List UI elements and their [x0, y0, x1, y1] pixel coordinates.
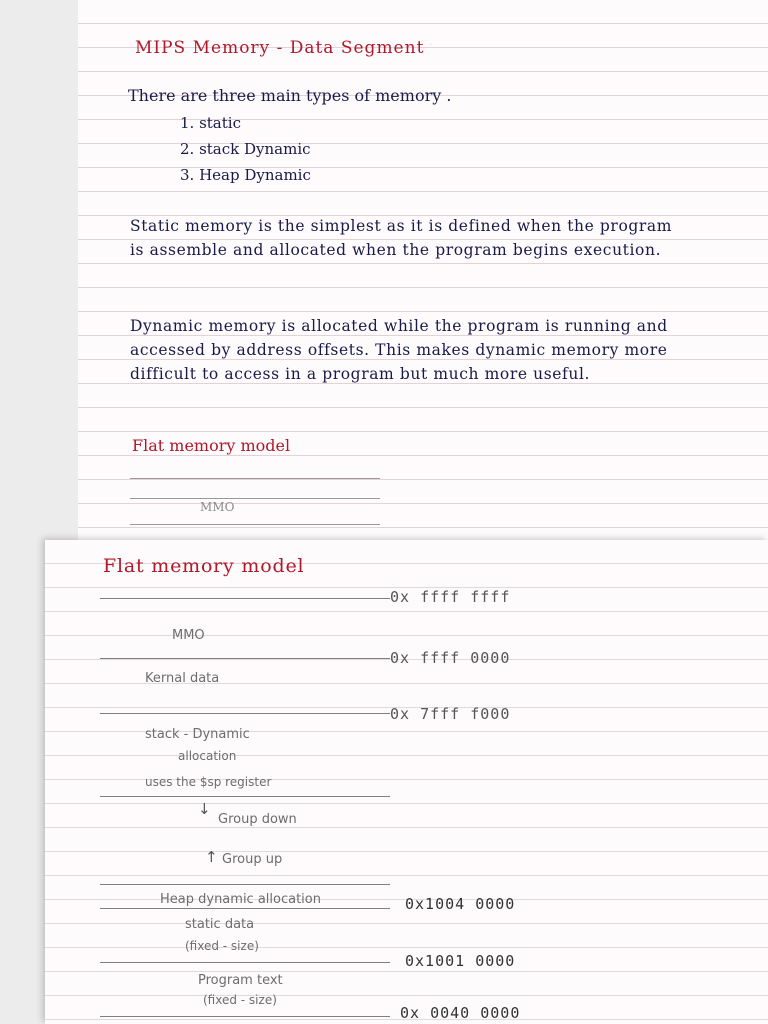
static-size-label: (fixed - size) [185, 939, 259, 953]
small-memory-diagram [130, 472, 380, 542]
address-label: 0x ffff 0000 [390, 649, 511, 667]
grow-down-arrow-icon: ↓ [198, 800, 211, 818]
memory-type-heap: 3. Heap Dynamic [180, 166, 311, 184]
static-memory-paragraph: Static memory is the simplest as it is defined when the program is assemble and allocated when the program begins execution. [130, 217, 673, 259]
static-data-label: static data [185, 917, 255, 932]
address-label: 0x1004 0000 [405, 895, 516, 913]
region-boundary [100, 598, 390, 599]
grow-down-label: Group down [218, 812, 297, 827]
region-boundary [100, 884, 390, 885]
address-label: 0x1001 0000 [405, 952, 516, 970]
mmio-label: MMO [172, 628, 205, 643]
program-text-label: Program text [198, 973, 283, 988]
diagram-line [130, 524, 380, 525]
region-boundary [100, 908, 390, 909]
heap-label: Heap dynamic allocation [160, 892, 321, 907]
region-boundary [100, 796, 390, 797]
program-text-size-label: (fixed - size) [203, 993, 277, 1007]
kernel-data-label: Kernal data [145, 671, 220, 686]
memory-type-stack: 2. stack Dynamic [180, 140, 311, 158]
grow-up-label: Group up [222, 852, 283, 867]
stack-note-label: uses the $sp register [145, 775, 272, 789]
page-title: MIPS Memory - Data Segment [135, 38, 425, 58]
grow-up-arrow-icon: ↑ [205, 848, 218, 866]
memory-type-static: 1. static [180, 114, 241, 132]
region-boundary [100, 1016, 390, 1017]
diagram-line [130, 498, 380, 499]
intro-text: There are three main types of memory . [128, 86, 452, 105]
region-boundary [100, 658, 390, 659]
address-label: 0x 0040 0000 [400, 1004, 521, 1022]
region-boundary [100, 713, 390, 714]
address-label: 0x ffff ffff [390, 588, 511, 606]
stack-label: stack - Dynamic [145, 727, 250, 742]
flat-memory-heading: Flat memory model [103, 555, 305, 577]
address-label: 0x 7fff f000 [390, 705, 511, 723]
region-boundary [100, 962, 390, 963]
flat-memory-heading-small: Flat memory model [132, 436, 291, 455]
stack-allocation-label: allocation [178, 749, 237, 763]
memory-types-list [180, 110, 311, 188]
diagram-line [130, 478, 380, 479]
small-mmio-label: MMO [200, 500, 235, 514]
dynamic-memory-paragraph: Dynamic memory is allocated while the program is running and accessed by address offsets. This makes dynamic memory more difficult to access in a program but much more useful. [130, 317, 668, 383]
